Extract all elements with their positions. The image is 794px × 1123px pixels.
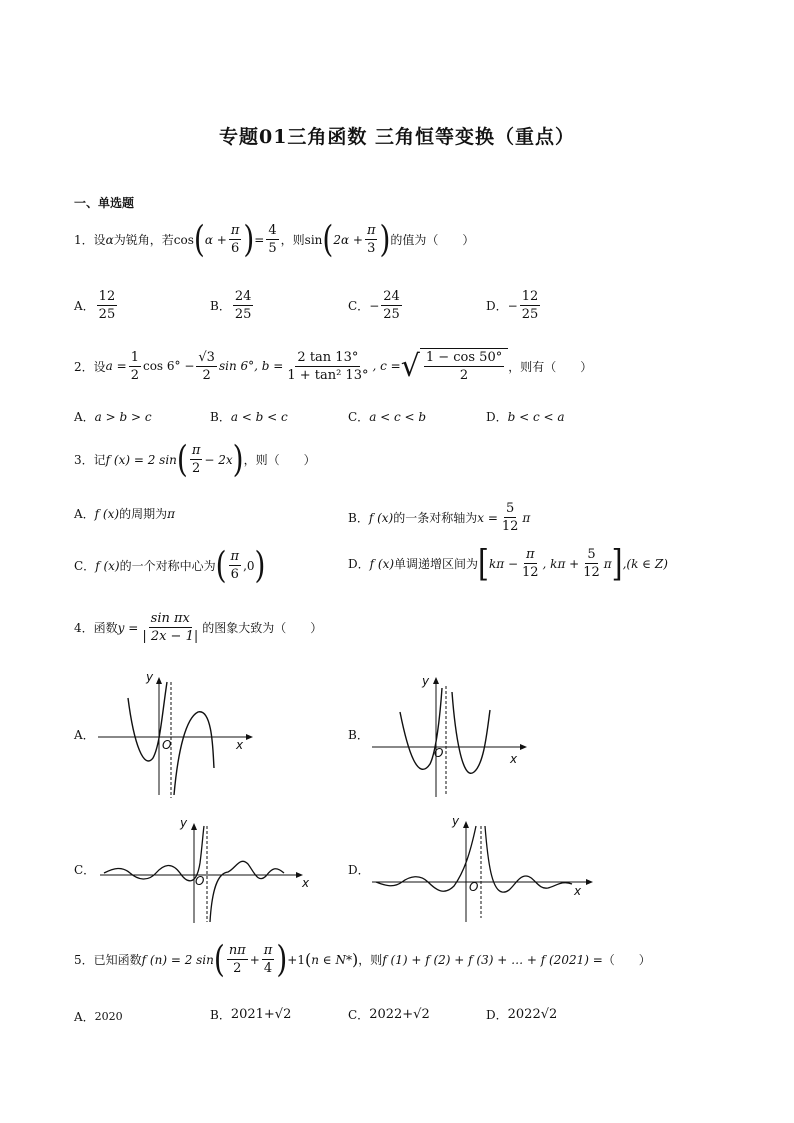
q3-option-d-k: ,(k ∈ Z) bbox=[622, 556, 668, 571]
q1-cos: cos bbox=[173, 232, 194, 247]
q1-option-d[interactable] bbox=[486, 288, 542, 323]
graph-b-y-label: y bbox=[422, 674, 430, 688]
q2-tan-den: 1 + tan² 13° bbox=[287, 367, 369, 383]
q3-fx: f (x) = 2 sin bbox=[105, 452, 177, 467]
q3-frac-pi-2 bbox=[190, 442, 203, 477]
question-3-stem bbox=[74, 437, 316, 481]
q3-option-a-pi: π bbox=[167, 506, 175, 521]
graph-b bbox=[372, 672, 532, 802]
graph-d-curve-left bbox=[376, 826, 476, 891]
q1-frac3-num: π bbox=[366, 223, 376, 238]
q2-half-num: 1 bbox=[130, 349, 139, 365]
q4-number: 4． bbox=[74, 621, 94, 635]
q2-option-b-text: a < b < c bbox=[230, 409, 288, 424]
q3-option-c-frac bbox=[229, 548, 242, 583]
question-2-stem bbox=[74, 348, 592, 384]
q3-option-d-den1: 12 bbox=[522, 565, 539, 580]
q1-frac-4-5 bbox=[266, 222, 278, 257]
q2-text-b: ，则有（ ） bbox=[508, 359, 593, 374]
q1-option-b-num: 24 bbox=[234, 289, 252, 304]
q1-option-a-frac bbox=[97, 288, 118, 323]
q1-paren2-open: ( bbox=[322, 217, 334, 261]
q5-frac-npi bbox=[227, 942, 248, 977]
q3-text-a: 记 bbox=[93, 453, 106, 467]
q4-option-a[interactable]: A． bbox=[74, 728, 95, 742]
q1-option-c-sign: − bbox=[369, 298, 380, 313]
q1-text-c: ，则 bbox=[280, 233, 305, 247]
q5-paren-close: ) bbox=[276, 937, 288, 981]
q5-cond-open: ( bbox=[304, 950, 312, 969]
graph-c-curve-left bbox=[104, 826, 204, 881]
q3-option-a-text: 的周期为 bbox=[119, 507, 168, 521]
q3-option-a[interactable] bbox=[74, 505, 175, 522]
q5-option-b-label: B． bbox=[210, 1008, 231, 1022]
q1-paren2-close: ) bbox=[379, 217, 391, 261]
q2-radical-sign: √ bbox=[400, 348, 420, 384]
q5-text-b: ，则 bbox=[358, 953, 383, 967]
question-1-stem bbox=[74, 217, 475, 261]
q5-sum: f (1) + f (2) + f (3) + … + f (2021) = bbox=[382, 952, 603, 967]
q3-option-d-mid: , kπ + bbox=[542, 556, 580, 571]
q1-text-d: 的值为（ ） bbox=[390, 233, 475, 247]
q1-option-d-label: D． bbox=[486, 299, 508, 313]
q1-option-c[interactable] bbox=[348, 288, 404, 323]
q2-rad-num: 1 − cos 50° bbox=[425, 350, 503, 365]
graph-c-curve-right bbox=[210, 861, 284, 922]
q2-a-eq: a = bbox=[105, 359, 127, 373]
graph-a-y-arrow bbox=[156, 677, 162, 684]
q2-sin6: sin 6°, b = bbox=[218, 359, 284, 373]
q3-option-d-bracket-close: ] bbox=[611, 541, 623, 585]
q2-text-a: 设 bbox=[93, 359, 106, 374]
q5-option-a-label: A． bbox=[74, 1010, 95, 1024]
q1-inner-a: α + bbox=[204, 232, 227, 247]
q2-frac-rad bbox=[424, 349, 504, 384]
q3-option-b-pi: π bbox=[522, 510, 531, 525]
q3-option-a-label: A． bbox=[74, 507, 95, 521]
graph-d-x-arrow bbox=[586, 879, 593, 885]
q3-paren-close: ) bbox=[232, 437, 244, 481]
q2-option-d-label: D． bbox=[486, 410, 508, 424]
q3-option-b-text: 的一条对称轴为 bbox=[393, 511, 478, 525]
q1-frac-pi-6 bbox=[229, 222, 242, 257]
graph-a bbox=[98, 670, 258, 800]
q3-frac-num: π bbox=[191, 443, 201, 458]
q3-option-b-frac bbox=[500, 500, 521, 535]
q5-frac-pi4 bbox=[262, 942, 275, 977]
q2-tan-num: 2 tan 13° bbox=[297, 349, 359, 365]
q5-option-d-text: 2022√2 bbox=[507, 1007, 558, 1022]
q5-number: 5． bbox=[74, 953, 94, 967]
q5-plus1: +1 bbox=[287, 952, 305, 967]
q1-alpha: α bbox=[105, 232, 114, 247]
q1-option-a-label: A． bbox=[74, 299, 95, 313]
q2-option-a-label: A． bbox=[74, 410, 95, 424]
q1-option-d-frac bbox=[520, 288, 541, 323]
q5-option-b-text: 2021+√2 bbox=[230, 1007, 292, 1022]
q3-text-b: ，则（ ） bbox=[243, 453, 316, 467]
q3-option-c-num: π bbox=[230, 549, 240, 564]
q2-option-c-label: C． bbox=[348, 410, 370, 424]
q2-rad-den: 2 bbox=[459, 368, 469, 383]
graph-b-y-arrow bbox=[433, 677, 439, 684]
q5-frac2-den: 4 bbox=[263, 961, 273, 976]
q4-frac-den: | 2x − 1| bbox=[142, 629, 199, 644]
q3-option-d-num2: 5 bbox=[587, 547, 596, 562]
q3-option-b-xeq: x = bbox=[477, 510, 498, 525]
q1-text-b: 为锐角，若 bbox=[113, 233, 174, 247]
graph-c-origin: O bbox=[195, 874, 205, 888]
graph-a-origin: O bbox=[162, 738, 172, 752]
graph-d-origin: O bbox=[469, 880, 479, 894]
q2-option-a-text: a > b > c bbox=[94, 409, 152, 424]
graph-b-curve-right bbox=[452, 692, 490, 773]
q3-option-c-label: C． bbox=[74, 559, 96, 573]
q1-eq: = bbox=[254, 232, 265, 247]
q3-paren-open: ( bbox=[176, 437, 188, 481]
graph-c-y-label: y bbox=[180, 816, 188, 830]
q5-paren-open: ( bbox=[213, 937, 225, 981]
q1-option-c-den: 25 bbox=[383, 307, 400, 322]
q3-option-d-fx: f (x) bbox=[369, 556, 395, 571]
q1-sin: sin bbox=[304, 232, 323, 247]
q1-number: 1． bbox=[74, 233, 94, 247]
q1-option-a-num: 12 bbox=[98, 289, 116, 304]
q3-option-b-label: B． bbox=[348, 511, 369, 525]
q2-option-d-text: b < c < a bbox=[507, 409, 565, 424]
q1-option-c-frac bbox=[381, 288, 402, 323]
page-title: 专题01三角函数 三角恒等变换（重点） bbox=[218, 126, 576, 148]
q1-frac-pi-3 bbox=[365, 222, 378, 257]
q5-cond-close: ) bbox=[351, 950, 359, 969]
q1-option-a[interactable] bbox=[74, 288, 119, 323]
graph-b-x-label: x bbox=[510, 752, 518, 766]
q5-option-d[interactable] bbox=[486, 1006, 557, 1023]
section-heading: 一、单选题 bbox=[74, 196, 135, 210]
q1-option-b-frac bbox=[233, 288, 254, 323]
q2-cos6: cos 6° − bbox=[142, 359, 195, 373]
q1-frac2-num: 4 bbox=[268, 223, 277, 238]
q3-option-c-paren-close: ) bbox=[254, 543, 266, 587]
q2-c-eq: , c = bbox=[372, 359, 401, 373]
q3-option-c-fx: f (x) bbox=[95, 558, 120, 573]
q4-option-b[interactable]: B． bbox=[348, 728, 369, 742]
q2-frac-r3 bbox=[196, 349, 217, 384]
graph-a-x-label: x bbox=[236, 738, 244, 752]
q1-frac3-den: 3 bbox=[367, 241, 376, 256]
q3-frac-den: 2 bbox=[191, 461, 201, 476]
q1-option-b-den: 25 bbox=[234, 307, 252, 322]
q3-option-d-frac2 bbox=[581, 546, 602, 581]
q2-option-c-text: a < c < b bbox=[369, 409, 427, 424]
q4-y-eq: y = bbox=[117, 620, 139, 635]
q2-option-b[interactable] bbox=[210, 408, 288, 425]
q5-frac-num: nπ bbox=[228, 943, 246, 958]
q5-option-d-label: D． bbox=[486, 1008, 508, 1022]
q2-sqrt bbox=[401, 348, 509, 384]
q1-option-d-sign: − bbox=[507, 298, 518, 313]
graph-d-y-label: y bbox=[452, 814, 460, 828]
q4-frac-num: sin πx bbox=[150, 611, 190, 626]
q3-option-c-zero: ,0 bbox=[243, 558, 255, 573]
q2-option-c[interactable] bbox=[348, 408, 426, 425]
q1-option-c-num: 24 bbox=[383, 289, 400, 304]
q3-option-c-den: 6 bbox=[230, 567, 239, 582]
q1-frac-num: π bbox=[230, 223, 240, 238]
q1-option-a-den: 25 bbox=[98, 307, 116, 322]
q4-option-d[interactable]: D． bbox=[348, 863, 370, 877]
graph-c-y-arrow bbox=[191, 823, 197, 830]
q5-blank: （ ） bbox=[602, 953, 651, 967]
q5-option-c[interactable] bbox=[348, 1006, 430, 1023]
q3-option-b-num: 5 bbox=[506, 501, 515, 516]
q3-option-c-text: 的一个对称中心为 bbox=[119, 559, 216, 573]
q2-option-a[interactable] bbox=[74, 408, 152, 425]
q5-cond: n ∈ N* bbox=[311, 952, 352, 967]
graph-b-origin: O bbox=[434, 746, 444, 760]
q5-frac-den: 2 bbox=[233, 961, 242, 976]
q2-frac-tan bbox=[285, 349, 370, 384]
q3-option-b-den: 12 bbox=[501, 519, 519, 534]
q2-r3-num: √3 bbox=[198, 349, 215, 365]
q1-option-d-num: 12 bbox=[521, 289, 539, 304]
q4-frac bbox=[140, 610, 200, 645]
graph-d-x-label: x bbox=[574, 884, 582, 898]
q1-inner-b: 2α + bbox=[333, 232, 363, 247]
graph-a-x-arrow bbox=[246, 734, 253, 740]
q3-option-c[interactable] bbox=[74, 543, 266, 587]
q2-frac-half bbox=[129, 349, 141, 384]
q1-frac2-den: 5 bbox=[268, 241, 277, 256]
q5-text-a: 已知函数 bbox=[93, 953, 142, 967]
q1-paren-close: ) bbox=[243, 217, 255, 261]
q5-option-b[interactable] bbox=[210, 1006, 291, 1023]
question-5-stem bbox=[74, 937, 651, 981]
q3-option-d-label: D． bbox=[348, 557, 370, 571]
q3-option-d-num1: π bbox=[526, 547, 535, 562]
q3-option-d[interactable] bbox=[348, 541, 668, 585]
graph-c bbox=[100, 818, 310, 928]
q5-option-a[interactable] bbox=[74, 1008, 123, 1025]
graph-a-curve-right bbox=[174, 712, 214, 795]
q2-r3-den: 2 bbox=[202, 367, 211, 383]
q3-option-d-den2: 12 bbox=[583, 565, 600, 580]
q1-paren-open: ( bbox=[193, 217, 205, 261]
q3-option-b[interactable] bbox=[348, 500, 530, 535]
q5-plus: + bbox=[249, 952, 260, 967]
q3-option-d-pi: π bbox=[603, 556, 612, 571]
q2-half-den: 2 bbox=[130, 367, 139, 383]
q1-text-a: 设 bbox=[93, 233, 106, 247]
q1-option-c-label: C． bbox=[348, 299, 370, 313]
q5-option-c-label: C． bbox=[348, 1008, 370, 1022]
q5-option-a-text: 2020 bbox=[94, 1010, 123, 1023]
q3-number: 3． bbox=[74, 453, 94, 467]
graph-d-y-arrow bbox=[463, 821, 469, 828]
q5-fn: f (n) = 2 sin bbox=[141, 952, 214, 967]
q3-option-d-text: 单调递增区间为 bbox=[394, 557, 479, 571]
q5-option-c-text: 2022+√2 bbox=[369, 1007, 430, 1022]
q3-option-a-fx: f (x) bbox=[94, 506, 120, 521]
q2-option-d[interactable] bbox=[486, 408, 565, 425]
graph-a-y-label: y bbox=[146, 670, 154, 684]
q3-option-d-kpi: kπ − bbox=[488, 556, 518, 571]
q1-option-d-den: 25 bbox=[521, 307, 539, 322]
q4-text-a: 函数 bbox=[93, 621, 118, 635]
q3-option-c-paren-open: ( bbox=[215, 543, 227, 587]
q3-option-b-fx: f (x) bbox=[368, 510, 394, 525]
q2-number: 2． bbox=[74, 359, 94, 374]
question-4-stem bbox=[74, 610, 322, 645]
q4-option-c[interactable]: C． bbox=[74, 863, 96, 877]
q5-frac2-num: π bbox=[263, 943, 273, 958]
q1-option-b[interactable] bbox=[210, 288, 255, 323]
graph-d bbox=[372, 814, 602, 924]
graph-c-x-label: x bbox=[302, 876, 310, 890]
q2-option-b-label: B． bbox=[210, 410, 231, 424]
graph-b-x-arrow bbox=[520, 744, 527, 750]
q3-option-d-bracket-open: [ bbox=[478, 541, 489, 585]
q1-option-b-label: B． bbox=[210, 299, 231, 313]
q3-minus2x: − 2x bbox=[204, 452, 233, 467]
q1-frac-den: 6 bbox=[230, 241, 240, 256]
q3-option-d-frac1 bbox=[520, 546, 541, 581]
q4-text-b: 的图象大致为（ ） bbox=[202, 621, 323, 635]
